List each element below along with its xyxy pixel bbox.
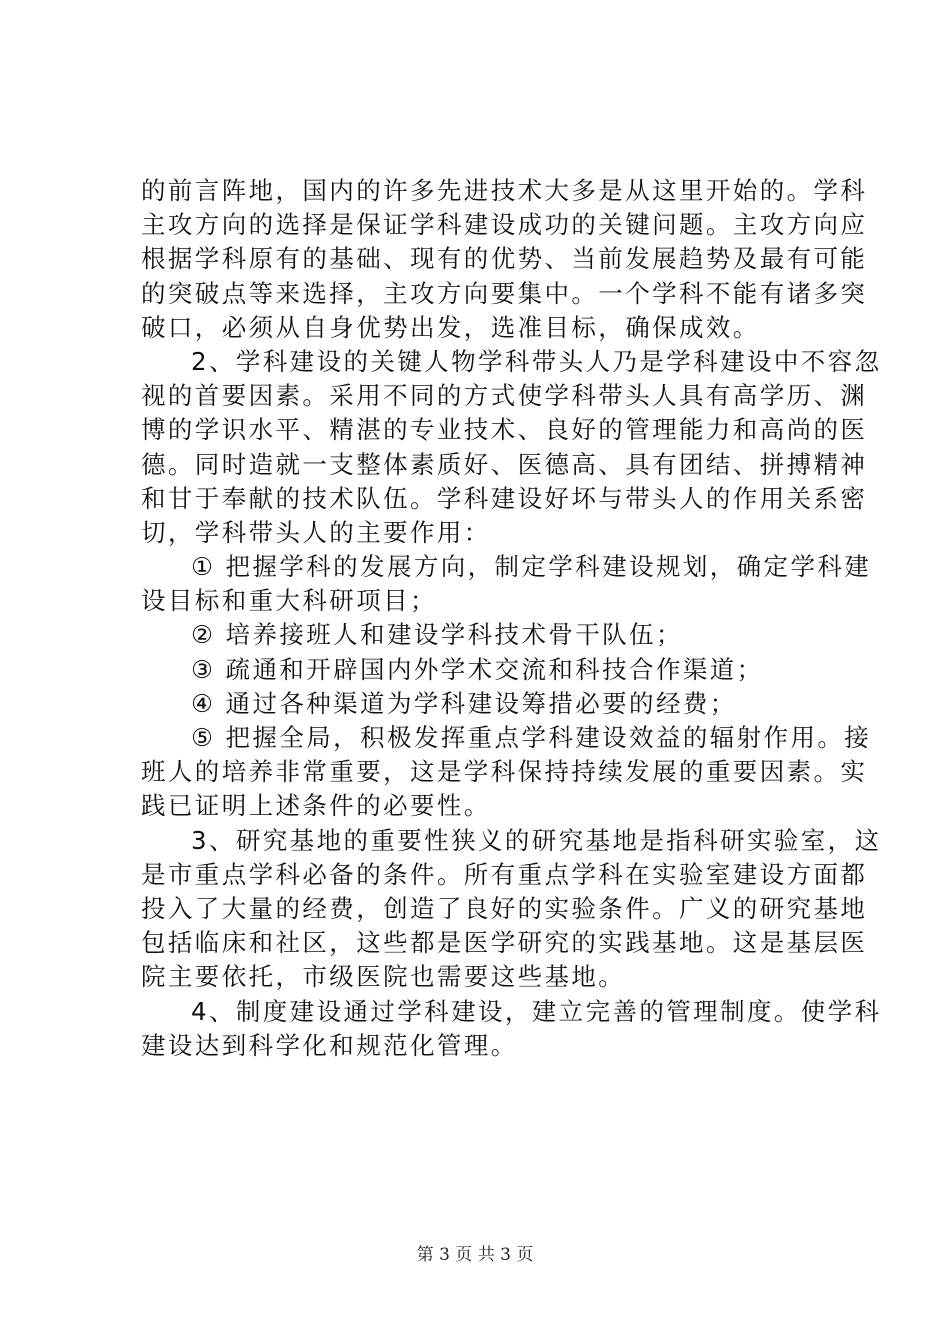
text-line: 建设达到科学化和规范化管理。: [141, 1030, 518, 1060]
text-line: 博的学识水平、精湛的专业技术、良好的管理能力和高尚的医: [141, 415, 868, 445]
text-line: 根据学科原有的基础、现有的优势、当前发展趋势及最有可能: [141, 244, 868, 274]
text-line: 德。同时造就一支整体素质好、医德高、具有团结、拼搏精神: [141, 449, 868, 479]
text-line: 践已证明上述条件的必要性。: [141, 791, 491, 821]
text-line: 院主要依托，市级医院也需要这些基地。: [141, 962, 626, 992]
text-line: 投入了大量的经费，创造了良好的实验条件。广义的研究基地: [141, 893, 868, 923]
text-line: ⑤ 把握全局，积极发挥重点学科建设效益的辐射作用。接: [191, 723, 872, 752]
text-line: 4、制度建设通过学科建设，建立完善的管理制度。使学科: [191, 996, 882, 1026]
text-line: 视的首要因素。采用不同的方式使学科带头人具有高学历、渊: [141, 381, 868, 411]
text-line: 主攻方向的选择是保证学科建设成功的关键问题。主攻方向应: [141, 210, 868, 240]
text-line: 破口，必须从自身优势出发，选准目标，确保成效。: [141, 312, 760, 342]
text-line: 是市重点学科必备的条件。所有重点学科在实验室建设方面都: [141, 859, 868, 889]
text-line: 的前言阵地，国内的许多先进技术大多是从这里开始的。学科: [141, 176, 868, 205]
document-body: [141, 174, 882, 1063]
text-line: 班人的培养非常重要，这是学科保持持续发展的重要因素。实: [141, 757, 868, 787]
text-line: ② 培养接班人和建设学科技术骨干队伍；: [191, 620, 683, 650]
text-line: 切，学科带头人的主要作用：: [141, 517, 491, 547]
text-line: 设目标和重大科研项目；: [141, 586, 437, 616]
text-line: ④ 通过各种渠道为学科建设筹措必要的经费；: [191, 688, 737, 718]
text-line: ③ 疏通和开辟国内外学术交流和科技合作渠道；: [191, 654, 764, 684]
text-line: 包括临床和社区，这些都是医学研究的实践基地。这是基层医: [141, 928, 868, 958]
text-line: 3、研究基地的重要性狭义的研究基地是指科研实验室，这: [191, 825, 882, 855]
text-line: 2、学科建设的关键人物学科带头人乃是学科建设中不容忽: [191, 346, 882, 376]
text-line: 的突破点等来选择，主攻方向要集中。一个学科不能有诸多突: [141, 278, 868, 308]
text-line: 和甘于奉献的技术队伍。学科建设好坏与带头人的作用关系密: [141, 483, 868, 513]
page-footer: 第 3 页 共 3 页: [416, 1245, 534, 1265]
text-line: ① 把握学科的发展方向，制定学科建设规划，确定学科建: [191, 552, 872, 582]
